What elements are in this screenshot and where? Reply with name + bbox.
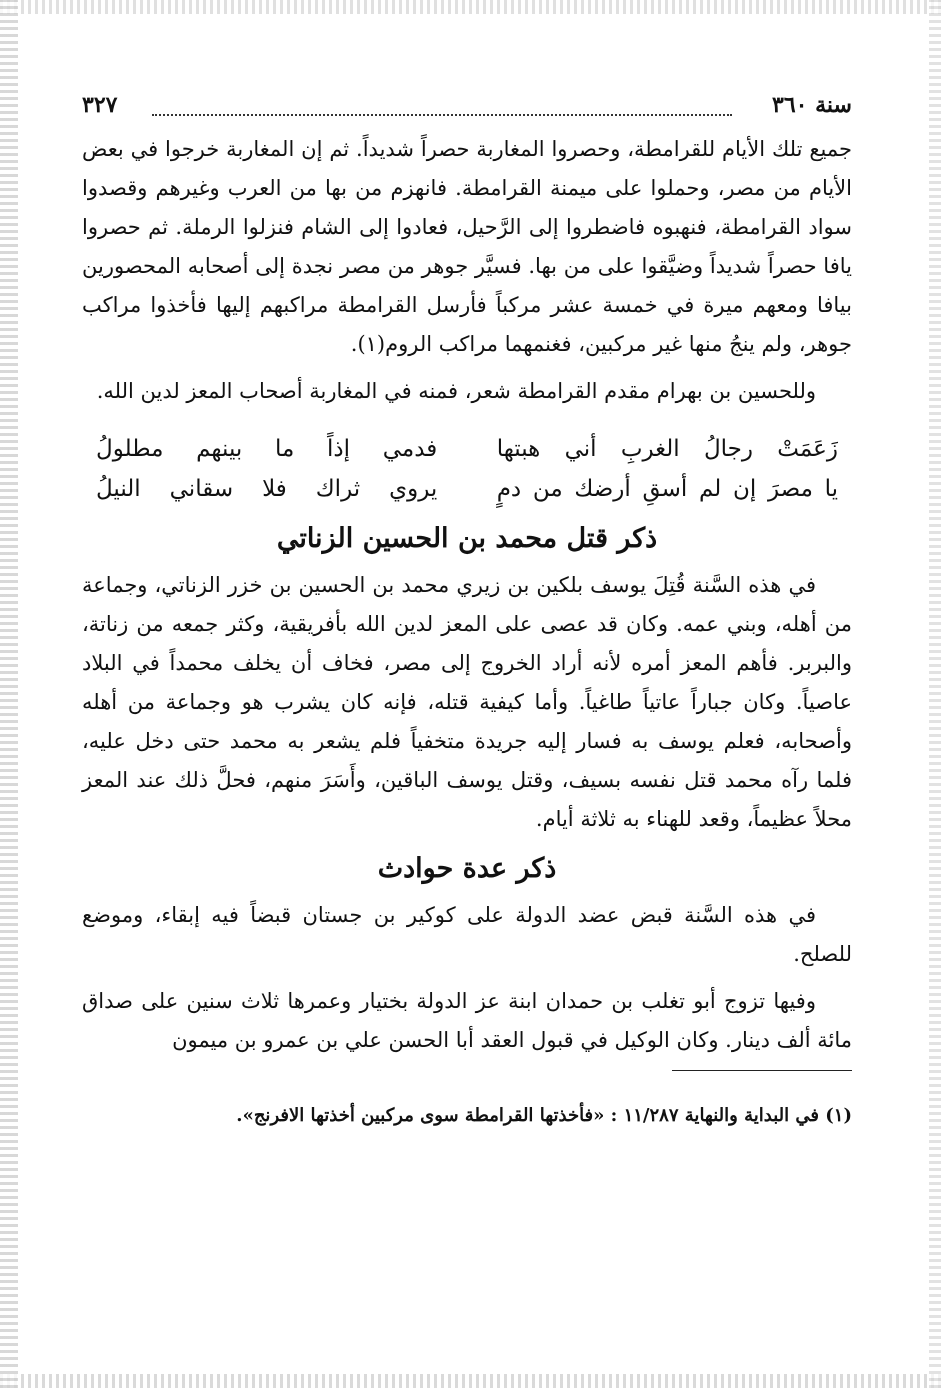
verse-line <box>96 469 838 509</box>
poem <box>96 429 838 509</box>
running-header <box>82 84 852 130</box>
paragraph: في هذه السَّنة قُتِلَ يوسف بلكين بن زيري محمد بن الحسين بن خزر الزناتي، وجماعة من أهله، وبني عمه. وكان قد عصى على المعز لدين الله بأفريقية، وكثر جمعه من زناتة، والبربر. فأهم المعز أمره لأنه أراد الخروج إلى مصر، فخاف أن يخلف محمداً في البلاد عاصياً. وكان جباراً عاتياً طاغياً. وأما كيفية قتله، فإنه كان يشرب هو وجماعة من أهله وأصحابه، فعلم يوسف به فسار إليه جريدة متخفياً فلم يشعر به محمد حتى دخل عليه، فلما رآه محمد قتل نفسه بسيف، وقتل يوسف الباقين، وأَسَرَ منهم، فحلَّ ذلك عند المعز محلاً عظيماً، وقعد للهناء به ثلاثة أيام. <box>82 573 852 831</box>
page-number: ٣٢٧ <box>82 92 118 118</box>
paragraph: وفيها تزوج أبو تغلب بن حمدان ابنة عز الدولة بختيار وعمرها ثلاث سنين على صداق مائة ألف دينار. وكان الوكيل في قبول العقد أبا الحسن علي بن عمرو بن ميمون <box>82 989 852 1052</box>
verse-second-hemistich: فدمي إذاً ما بينهم مطلولُ <box>96 436 438 462</box>
page-border-right <box>929 0 941 1388</box>
page-border-left <box>0 0 18 1388</box>
header-dotted-leader <box>152 114 732 116</box>
paragraph: جميع تلك الأيام للقرامطة، وحصروا المغاربة حصراً شديداً. ثم إن المغاربة خرجوا في بعض الأيام من مصر، وحملوا على ميمنة القرامطة. فانهزم من بها من العرب وغيرهم وقصدوا سواد القرامطة، فنهبوه فاضطروا إلى الرَّحيل، فعادوا إلى الشام فنزلوا الرملة. ثم حصروا يافا حصراً شديداً وضيَّقوا على من بها. فسيَّر جوهر من مصر نجدة إلى أصحابه المحصورين بيافا ومعهم ميرة في خمسة عشر مركباً فأرسل القرامطة مراكبهم إليها فأخذوا مراكب جوهر، ولم ينجُ منها غير مركبين، فغنمهما مراكب الروم(١). <box>82 137 852 356</box>
footnote: (١) في البداية والنهاية ١١/٢٨٧ : «فأخذتها القرامطة سوى مركبين أخذتها الافرنج». <box>236 1105 852 1126</box>
verse-line <box>96 429 838 469</box>
verse-second-hemistich: يروي ثراك فلا سقاني النيلُ <box>96 476 438 502</box>
verse-first-hemistich: يا مصرَ إن لم أسقِ أرضك من دمٍ <box>496 476 838 502</box>
footnote-separator <box>672 1070 852 1071</box>
page-border-top <box>0 0 941 14</box>
header-year: سنة ٣٦٠ <box>772 92 852 118</box>
section-title: ذكر قتل محمد بن الحسين الزناتي <box>276 523 658 554</box>
paragraph: وللحسين بن بهرام مقدم القرامطة شعر، فمنه في المغاربة أصحاب المعز لدين الله. <box>96 379 816 403</box>
paragraph: في هذه السَّنة قبض عضد الدولة على كوكير بن جستان قبضاً فيه إبقاء، وموضع للصلح. <box>82 903 852 966</box>
page-border-bottom <box>0 1374 941 1388</box>
book-page <box>82 84 852 1149</box>
verse-first-hemistich: زَعَمَتْ رجالُ الغربِ أني هبتها <box>496 436 838 462</box>
section-title: ذكر عدة حوادث <box>377 853 557 884</box>
